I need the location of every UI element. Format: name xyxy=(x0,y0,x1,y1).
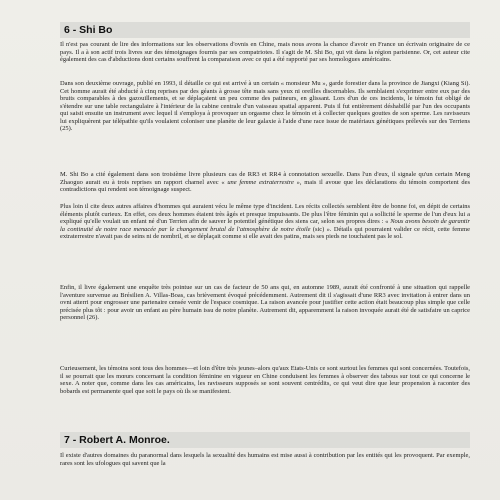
paragraph-meng-zhaoguo xyxy=(60,171,470,194)
paragraph-temoins: Curieusement, les témoins sont tous des hommes—et loin d'être très jeunes–alors qu'aux Etats-Unis ce sont surtout les femmes qui sont concernées. Toutefois, il se pourrait que les mœurs concernant la condition féminine en vigueur en Chine conduisent les femmes à observer des tabous sur tout ce qui concerne le sexe. A noter que, comme dans les cas américains, les ravisseurs supposés se sont souvent centrédits, ce qui veut dire que leur propension à raconter des bobards est permanente quel que soit le pays où ils se manifestent. xyxy=(60,365,470,395)
paragraph-facteur: Enfin, il livre également une enquête très pointue sur un cas de facteur de 50 ans qui, en automne 1989, aurait été confronté à une situation qui rappelle l'aventure survenue au Brésilien A. Villas-Boas, cas brièvement évoqué précédemment. Autrement dit il s'agissait d'une RR3 avec invitation à entrer dans un ovni atterri pour engrosser une partenaire censée venir de l'espace cosmique. La raison avancée pour justifier cette action était beaucoup plus simple que celle précisée plus tôt : pour avoir un enfant au père humain issu de notre planète. Autrement dit, apparemment la raison invoquée aurait été de satisfaire un caprice personnel (26). xyxy=(60,284,470,322)
paragraph-intro: Il n'est pas courant de lire des informations sur les observations d'ovnis en Chine, mais nous avons la chance d'avoir en France un écrivain originaire de ce pays. Il a à son actif trois livres sur des témoignages fournis par ses compatriotes. Il s'agit de M. Shi Bo, qui vit dans la région parisienne. Or, cet auteur cite également des cas d'abductions dont certains souffrent la comparaison avec ce qui a été rapporté par ses homologues américains. xyxy=(60,41,470,64)
paragraph-monsieur-mu: Dans son deuxième ouvrage, publié en 1993, il détaille ce qui est arrivé à un certain « monsieur Mu », garde forestier dans la province de Jiangxi (Kiang Si). Cet homme aurait été abducté à cinq reprises par des géants à grosse tête mais sans yeux ni oreilles discernables. Ils semblaient s'exprimer entre eux par des bruits comparables à des gazouillements, et se déplaçaient un peu comme des patineurs, en glissant. Lors d'un de ces incidents, le témoin fut obligé de s'étendre sur une table rectangulaire à l'intérieur de la cabine centrale d'un vaisseau spatial apparent. Puis il fut entièrement déshabillé par l'un des occupants qui saisit ensuite un instrument avec lequel il s'employa à provoquer un orgasme chez le témoin et à collecter quelques gouttes de son sperme. Les ravisseurs lui expliquèrent par télépathie qu'ils voulaient coloniser une planète de leur galaxie à l'aide d'une race issue de matériaux génétiques prélevés sur des Terriens (25). xyxy=(60,80,470,133)
paragraph-text: Plus loin il cite deux autres affaires d'hommes qui auraient vécu le même type d'incident. Les récits collectés semblent être de bonne foi, en dépit de certains éléments plutôt curieux. En effet, ces deux hommes étaient très âgés et presque impuissants. De plus l'être féminin qui a sollicité le sperme de l'un d'eux lui a expliqué qu'elle voulait un enfant né d'un Terrien afin de sauver le potentiel génétique des siens car, selon ses propres dires : « xyxy=(60,203,470,226)
paragraph-text: », mais il avoue que les déclarations du témoin comportent des contradictions qui rendent son témoignage suspect. xyxy=(60,178,470,194)
quote-italic: Nous avons besoin de garantir la continuité de notre race menacée par le changement brutal de l'atmosphère de notre étoile xyxy=(60,218,470,233)
section-heading-monroe: 7 - Robert A. Monroe. xyxy=(60,432,470,448)
paragraph-text: M. Shi Bo a cité également dans son troisième livre plusieurs cas de RR3 et RR4 à connotation sexuelle. Dans l'un d'eux, il signale qu'un certain Meng Zhaoguo aurait eu à trois reprises un rapport charnel avec « xyxy=(60,171,470,186)
section-heading-shi-bo: 6 - Shi Bo xyxy=(60,22,470,38)
quote-italic: une femme extraterrestre xyxy=(227,178,294,186)
paragraph-two-men xyxy=(60,203,470,241)
paragraph-text: (sic) ». Détails qui pourraient valider ce récit, cette femme extraterrestre n'avait pas de seins ni de nombril, et se déplaçait comme si elle avait des patins, mais ses pieds ne touchaient pas le sol. xyxy=(60,225,470,241)
paragraph-paranormal: Il existe d'autres domaines du paranormal dans lesquels la sexualité des humains est mise aussi à contribution par les entités qui les provoquent. Par exemple, rares sont les ufologues qui savent que la xyxy=(60,452,470,467)
